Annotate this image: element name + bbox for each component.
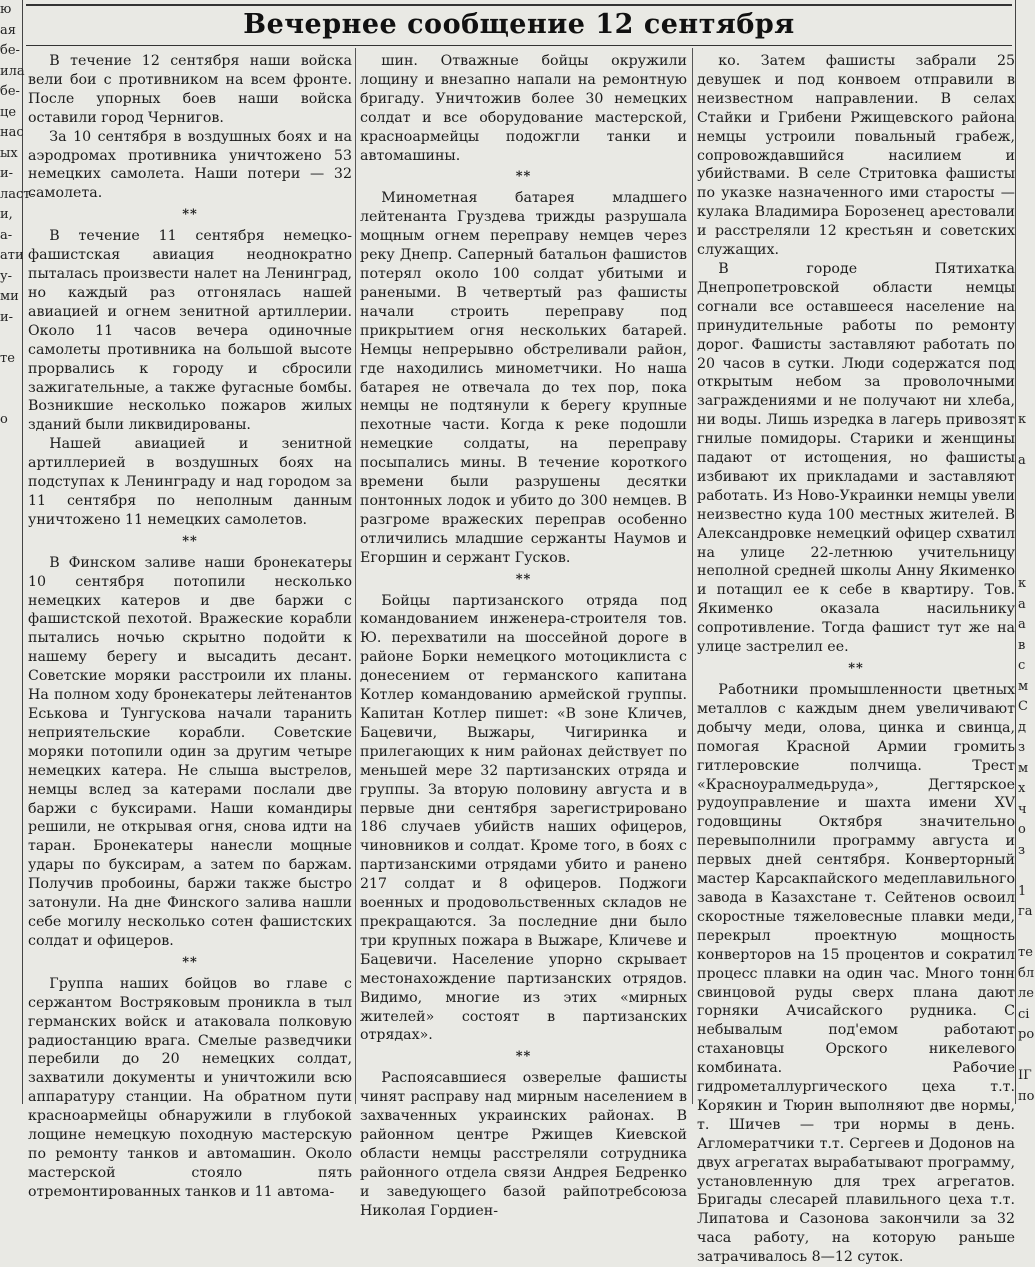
fragment-line: и-: [0, 309, 14, 325]
article-paragraph: В течение 11 сентября немецко-фашистская авиация неоднократно пыталась произвести налет на Ленинград, но каждый раз отгонялась нашей авиацией и огнем зенитной артиллерии. Около 11 часов вечера одиночные самолеты противника на большой высоте прорвались к городу и сбросили зажигательные, а также фугасные бомбы. Возникшие несколько пожаров жилых зданий были ликвидированы.: [28, 228, 352, 434]
fragment-line: [1018, 472, 1031, 493]
fragment-line: д: [1018, 719, 1027, 735]
column-divider: [355, 48, 356, 1104]
article-headline: Вечернее сообщение 12 сентября: [243, 9, 795, 40]
fragment-line: ле: [1018, 986, 1034, 1001]
fragment-line: [1018, 164, 1031, 185]
fragment-line: [1018, 431, 1031, 452]
fragment-line: м: [1018, 678, 1029, 694]
fragment-line: и,: [0, 207, 13, 222]
fragment-line: [0, 328, 22, 349]
fragment-line: ати: [0, 248, 24, 263]
article-paragraph: Минометная батарея младшего лейтенанта Груздева трижды разрушала мощным огнем переправу немцев через реку Днепр. Саперный батальон фашистов потерял около 100 солдат убитыми и ранеными. В четвертый раз фашисты начали строить переправу под прикрытием огня нескольких батарей. Немцы непрерывно обстреливали район, где находились минометчики. Но наша батарея не отвечала до тех пор, пока немцы не подтянули к берегу крупные пехотные части. Когда к реке подошли немецкие солдаты, на переправу посыпались мины. В течение короткого времени были разрушены десятки понтонных лодок и убито до 300 немцев. В разгроме вражеских переправ особенно отличились младшие сержанты Наумов и Егоршин и сержант Гусков.: [360, 190, 687, 566]
fragment-line: [1018, 0, 1031, 21]
fragment-line: ю: [0, 2, 12, 17]
fragment-line: ч: [1018, 801, 1027, 817]
fragment-line: [1018, 205, 1031, 226]
article-column-3: [697, 52, 1015, 1266]
fragment-line: в: [1018, 637, 1026, 653]
adjacent-column-fragment-left: [0, 0, 35, 1104]
article-paragraph: шин. Отважные бойцы окружили лощину и внезапно напали на ремонтную бригаду. Уничтожив более 30 немецких солдат и все оборудование мастерской, красноармейцы подожгли танки и автомашины.: [360, 53, 687, 164]
fragment-line: ро: [1018, 1027, 1035, 1042]
section-separator: **: [182, 533, 198, 549]
fragment-line: [1018, 513, 1031, 534]
fragment-line: [1018, 533, 1031, 554]
fragment-line: [1018, 144, 1031, 165]
fragment-line: а: [1018, 617, 1026, 632]
article-column-2: [360, 52, 687, 1219]
fragment-line: бе-: [0, 84, 20, 99]
fragment-line: а: [1018, 596, 1026, 612]
article-paragraph: Распоясавшиеся озверелые фашисты чинят расправу над мирным населением в захваченных украинских районах. В районном центре Ржищев Киевской области немцы расстреляли сотрудника районного отдела связи Андрея Бедренко и заведующего базой райпотребсоюза Николая Гордиен-: [360, 1070, 687, 1219]
fragment-line: к: [1018, 412, 1027, 427]
fragment-line: ласт-: [0, 186, 35, 202]
fragment-line: [1018, 62, 1031, 83]
fragment-line: 1: [1018, 883, 1027, 899]
fragment-line: [1018, 246, 1031, 267]
fragment-line: [1018, 923, 1031, 944]
article-paragraph: За 10 сентября в воздушных боях и на аэродромах противника уничтожено 53 немецких самолета. Наши потери — 32 самолета.: [28, 128, 352, 202]
section-separator: **: [182, 954, 198, 970]
fragment-line: [1018, 369, 1031, 390]
section-separator: **: [848, 661, 864, 676]
fragment-line: те: [0, 350, 15, 366]
adjacent-column-fragment-right: [1015, 0, 1035, 1104]
fragment-line: С: [1018, 699, 1028, 714]
article-paragraph: В Финском заливе наши бронекатеры 10 сентября потопили несколько немецких катеров и две баржи с фашистской пехотой. Вражеские корабли пытались ночью скрытно подойти к нашему берегу и высадить десант. Советские моряки расстроили их планы. На полном ходу бронекатеры лейтенантов Еськова и Тунгускова начали таранить неприятельские корабли. Советские моряки потопили один за другим четыре немецких катера. Не слыша выстрелов, немцы вслед за катерами послали две баржи с буксирами. Наши командиры решили, не открывая огня, снова идти на таран. Бронекатеры нанесли мощные удары по буксирам, а затем по баржам. Получив пробоины, баржи также быстро затонули. На дне Финского залива нашли себе могилу несколько сотен фашистских солдат и офицеров.: [28, 554, 352, 949]
section-separator: **: [515, 169, 532, 185]
fragment-line: ми: [0, 289, 19, 304]
fragment-line: [1018, 554, 1031, 575]
article-paragraph: В городе Пятихатка Днепропетровской области немцы согнали все оставшееся население на принудительные работы по ремонту дорог. Фашисты заставляют работать по 20 часов в сутки. Люди содержатся под открытым небом за проволочными заграждениями и не получают ни хлеба, ни воды. Лишь изредка в лагерь привозят гнилые помидоры. Старики и женщины падают от истощения, но фашисты избивают их прикладами и заставляют работать. Из Ново-Украинки немцы увели неизвестно куда 100 местных жителей. В Александровке немецкий офицер схватил на улице 22-летнюю учительницу неполной средней школы Анну Якименко и потащил ее к себе в квартиру. Тов. Якименко оказала насильнику сопротивление. Тогда фашист тут же на улице застрелил ее.: [697, 260, 1015, 656]
fragment-line: а: [1018, 453, 1026, 468]
fragment-line: м: [1018, 760, 1029, 776]
fragment-line: [1018, 390, 1031, 411]
fragment-line: [1018, 226, 1031, 247]
article-paragraph: В течение 12 сентября наши войска вели бои с противником на всем фронте. После упорных боев наши войска оставили город Чернигов.: [28, 53, 352, 126]
fragment-line: х: [1018, 781, 1026, 796]
fragment-line: [1018, 103, 1031, 124]
fragment-line: [1018, 123, 1031, 144]
fragment-line: [1018, 349, 1031, 370]
fragment-line: це: [0, 104, 17, 120]
fragment-line: и-: [0, 166, 14, 181]
fragment-line: [1018, 82, 1031, 103]
fragment-line: [0, 369, 22, 390]
article-paragraph: Бойцы партизанского отряда под командованием инженера-строителя тов. Ю. перехватили на шоссейной дороге в районе Борки немецкого мотоциклиста с донесением от германского капитана Котлер командованию армейской группы. Капитан Котлер пишет: «В зоне Кличев, Бацевичи, Выжары, Чигиринка и прилегающих к ним районах действует по меньшей мере 32 партизанских отряда и группы. За вторую половину августа и в первые дни сентября зарегистрировано 186 случаев убийств наших офицеров, чиновников и солдат. Кроме того, в боях с партизанскими отрядами убито и ранено 217 солдат и 8 офицеров. Поджоги военных и продовольственных складов не прекращаются. За последние дни было три крупных пожара в Выжаре, Кличеве и Бацевичи. Население упорно скрывает местонахождение партизанских отрядов. Видимо, многие из этих «мирных жителей» состоят в партизанских отрядах».: [360, 592, 687, 1044]
fragment-line: з: [1018, 842, 1026, 858]
section-separator: **: [515, 571, 532, 587]
fragment-line: га: [1018, 904, 1033, 919]
section-separator: **: [515, 1049, 532, 1065]
fragment-line: з: [1018, 740, 1026, 755]
fragment-line: ила: [0, 63, 25, 79]
section-separator: **: [182, 207, 198, 223]
top-rule: [26, 4, 1012, 6]
article-paragraph: Работники промышленности цветных металлов с каждым днем увеличивают добычу меди, олова, цинка и свинца, помогая Красной Армии громить гитлеровские полчища. Трест «Красноуралмедьруда», Дегтярское рудоуправление и шахта имени XV годовщины Октября значительно перевыполнили программу августа и первых дней сентября. Конверторный мастер Карсакпайского медеплавильного завода в Казахстане т. Сейтенов освоил скоростные тяжеловесные плавки меди, перекрыл проектную мощность конверторов на 15 процентов и сократил процесс плавки на один час. Много тонн свинцовой руды сверх плана дают горняки Ачисайского рудника. С небывалым под'емом работают стахановцы Орского никелевого комбината. Рабочие гидрометаллургического цеха т.т. Корякин и Тюрин выполняют две нормы, т. Шичев — три нормы в день. Агломератчики т.т. Сергеев и Додонов на двух агрегатах вырабатывают программу, установленную для трех агрегатов. Бригады слесарей плавильного цеха т.т. Липатова и Сазонова закончили за 32 часа работу, на которую раньше затрачивалось 8—12 суток.: [697, 682, 1015, 1266]
fragment-line: о: [1018, 822, 1026, 837]
fragment-line: о: [0, 412, 8, 427]
fragment-line: [1018, 861, 1031, 882]
fragment-line: те: [1018, 945, 1033, 960]
fragment-line: [1018, 328, 1031, 349]
fragment-line: у-: [0, 268, 13, 284]
fragment-line: [1018, 287, 1031, 308]
fragment-line: [1018, 492, 1031, 513]
article-paragraph: ко. Затем фашисты забрали 25 девушек и под конвоем отправили в неизвестном направлении. В селах Стайки и Грибени Ржищевского района немцы устроили повальный грабеж, сопровождавшийся насилием и убийствами. В селе Стритовка фашисты по указке назначенного ими старосты — кулака Владимира Борозенец арестовали и расстреляли 12 крестьян и советских служащих.: [697, 53, 1015, 259]
headline-rule: [26, 45, 1012, 46]
fragment-line: [1018, 185, 1031, 206]
article-paragraph: Нашей авиацией и зенитной артиллерией в воздушных боях на подступах к Ленинграду и над городом за 11 сентября по неполным данным уничтожено 11 немецких самолетов.: [28, 436, 352, 528]
fragment-line: [1018, 41, 1031, 62]
fragment-line: [1018, 1046, 1031, 1067]
fragment-line: ых: [0, 145, 18, 161]
article-paragraph: Группа наших бойцов во главе с сержантом Востряковым проникла в тыл германских войск и атаковала полковую радиостанцию врага. Смелые разведчики перебили до 20 немецких солдат, захватили документы и уничтожили всю аппаратуру станции. На обратном пути красноармейцы обнаружили в глубокой лощине немецкую походную мастерскую по ремонту танков и автомашин. Около мастерской стояло пять отремонтированных танков и 11 автома-: [28, 975, 352, 1200]
fragment-line: а-: [0, 227, 13, 243]
fragment-line: нас: [0, 125, 24, 140]
fragment-line: по: [1018, 1088, 1035, 1104]
fragment-line: бе-: [0, 43, 20, 58]
article-column-1: [28, 52, 352, 1200]
fragment-line: бл: [1018, 965, 1035, 981]
fragment-line: ІГ: [1018, 1068, 1032, 1083]
fragment-line: [1018, 308, 1031, 329]
fragment-line: к: [1018, 576, 1027, 591]
fragment-line: сі: [1018, 1006, 1030, 1022]
fragment-line: [0, 390, 22, 411]
fragment-line: ая: [0, 22, 16, 38]
fragment-line: [1018, 267, 1031, 288]
fragment-line: с: [1018, 658, 1026, 673]
fragment-line: [1018, 21, 1031, 42]
column-divider: [692, 48, 693, 1104]
